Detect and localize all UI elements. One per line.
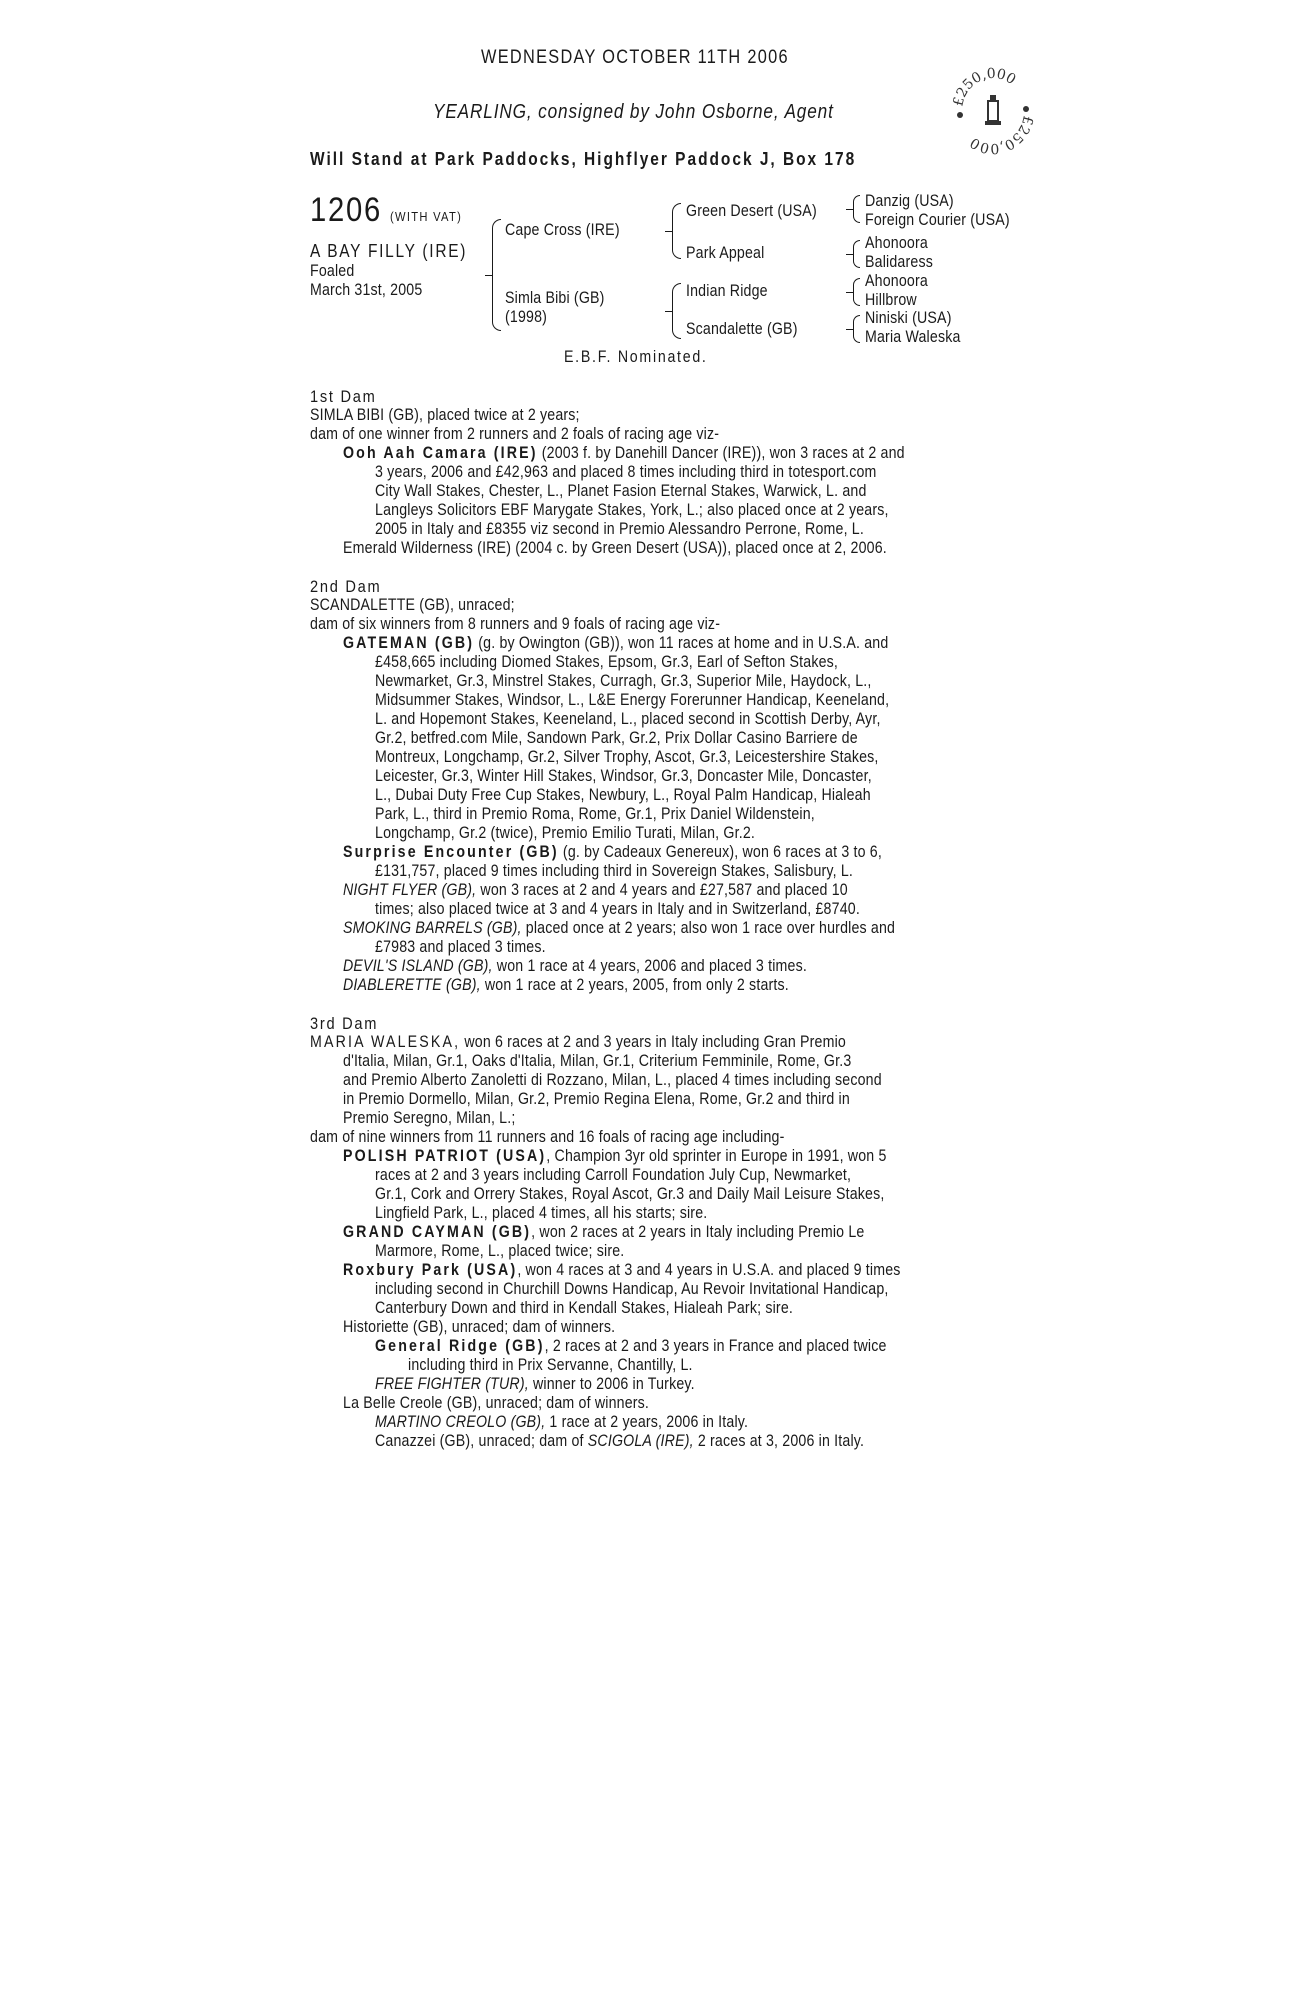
progeny-text-line: Leicester, Gr.3, Winter Hill Stakes, Windsor, Gr.3, Doncaster Mile, Doncaster, xyxy=(375,767,872,785)
progeny-text-line: Canterbury Down and third in Kendall Stakes, Hialeah Park; sire. xyxy=(375,1299,794,1317)
progeny-entry xyxy=(343,634,888,653)
progeny-text-line: races at 2 and 3 years including Carroll Foundation July Cup, Newmarket, xyxy=(375,1166,852,1184)
pedigree-g4: Balidaress xyxy=(865,253,933,271)
pedigree-brace-g2 xyxy=(853,240,860,268)
progeny-text-line: £7983 and placed 3 times. xyxy=(375,938,546,956)
horse-description: A BAY FILLY (IRE) xyxy=(310,241,468,261)
pedigree-brace-sire xyxy=(672,203,681,259)
third-dam-name: MARIA WALESKA, xyxy=(310,1033,461,1051)
pedigree-brace-main xyxy=(492,219,501,331)
progeny-entry: Historiette (GB), unraced; dam of winners. xyxy=(343,1318,616,1336)
progeny-name: GATEMAN (GB) xyxy=(343,634,475,652)
consignment-line: YEARLING, consigned by John Osborne, Agent xyxy=(433,101,834,123)
progeny-text-line: Gr.2, betfred.com Mile, Sandown Park, Gr.2, Prix Dollar Casino Barriere de xyxy=(375,729,858,747)
progeny-text-line: Midsummer Stakes, Windsor, L., L&E Energy Forerunner Handicap, Keeneland, xyxy=(375,691,890,709)
progeny-text: 2 races at 3, 2006 in Italy. xyxy=(693,1432,865,1450)
progeny-entry xyxy=(343,919,895,938)
grand-progeny-entry xyxy=(375,1375,695,1394)
foaled-label: Foaled xyxy=(310,262,355,280)
first-dam-line: SIMLA BIBI (GB), placed twice at 2 years; xyxy=(310,406,580,424)
progeny-text: placed once at 2 years; also won 1 race over hurdles and xyxy=(521,919,896,937)
progeny-text-line: Montreux, Longchamp, Gr.2, Silver Trophy, Ascot, Gr.3, Leicestershire Stakes, xyxy=(375,748,879,766)
progeny-text: , won 2 races at 2 years in Italy including Premio Le xyxy=(531,1223,865,1241)
progeny-name: DIABLERETTE (GB), xyxy=(343,976,481,994)
progeny-text-line: including second in Churchill Downs Handicap, Au Revoir Invitational Handicap, xyxy=(375,1280,889,1298)
pedigree-brace-g4 xyxy=(853,315,860,343)
pedigree-g2: Foreign Courier (USA) xyxy=(865,211,1010,229)
progeny-text-line: Marmore, Rome, L., placed twice; sire. xyxy=(375,1242,625,1260)
pedigree-g6: Hillbrow xyxy=(865,291,917,309)
progeny-name: DEVIL'S ISLAND (GB), xyxy=(343,957,493,975)
progeny-name: MARTINO CREOLO (GB), xyxy=(375,1413,546,1431)
third-dam-text-line: d'Italia, Milan, Gr.1, Oaks d'Italia, Milan, Gr.1, Criterium Femminile, Rome, Gr.3 xyxy=(343,1052,852,1070)
progeny-text: (2003 f. by Danehill Dancer (IRE)), won 3 races at 2 and xyxy=(537,444,905,462)
pedigree-brace-g3 xyxy=(853,278,860,306)
progeny-name: Surprise Encounter (GB) xyxy=(343,843,559,861)
progeny-text: Canazzei (GB), unraced; dam of xyxy=(375,1432,588,1450)
progeny-entry xyxy=(343,444,905,463)
progeny-name: POLISH PATRIOT (USA) xyxy=(343,1147,547,1165)
third-dam-text-line: in Premio Dormello, Milan, Gr.2, Premio Regina Elena, Rome, Gr.2 and third in xyxy=(343,1090,850,1108)
pedigree-g5: Ahonoora xyxy=(865,272,928,290)
progeny-entry xyxy=(343,1261,901,1280)
progeny-text-line: L., Dubai Duty Free Cup Stakes, Newbury, L., Royal Palm Handicap, Hialeah xyxy=(375,786,871,804)
progeny-entry xyxy=(343,976,789,995)
svg-text:£250,000 xyxy=(967,114,1034,156)
progeny-name: SMOKING BARRELS (GB), xyxy=(343,919,522,937)
progeny-entry xyxy=(343,843,882,862)
progeny-text-line: Langleys Solicitors EBF Marygate Stakes, York, L.; also placed once at 2 years, xyxy=(375,501,889,519)
progeny-name: Ooh Aah Camara (IRE) xyxy=(343,444,538,462)
pedigree-brace-g1 xyxy=(853,195,860,223)
progeny-text-line: Park, L., third in Premio Roma, Rome, Gr.1, Prix Daniel Wildenstein, xyxy=(375,805,815,823)
progeny-text-line: Newmarket, Gr.3, Minstrel Stakes, Curragh, Gr.3, Superior Mile, Haydock, L., xyxy=(375,672,872,690)
progeny-text-line: including third in Prix Servanne, Chantilly, L. xyxy=(408,1356,693,1374)
progeny-text-line: 3 years, 2006 and £42,963 and placed 8 times including third in totesport.com xyxy=(375,463,877,481)
progeny-name: Roxbury Park (USA) xyxy=(343,1261,518,1279)
lot-number: 1206 xyxy=(310,191,382,229)
progeny-text-line: £131,757, placed 9 times including third in Sovereign Stakes, Salisbury, L. xyxy=(375,862,854,880)
progeny-text: , Champion 3yr old sprinter in Europe in 1991, won 5 xyxy=(546,1147,887,1165)
pedigree-dam: Simla Bibi (GB) xyxy=(505,289,605,307)
ebf-nomination: E.B.F. Nominated. xyxy=(564,348,708,366)
pedigree-dam-year: (1998) xyxy=(505,308,548,326)
third-dam-heading: 3rd Dam xyxy=(310,1014,379,1033)
progeny-text: , 2 races at 2 and 3 years in France and placed twice xyxy=(544,1337,887,1355)
pedigree-g1: Danzig (USA) xyxy=(865,192,954,210)
third-dam-text-line: Premio Seregno, Milan, L.; xyxy=(343,1109,516,1127)
progeny-entry: Emerald Wilderness (IRE) (2004 c. by Green Desert (USA)), placed once at 2, 2006. xyxy=(343,539,887,557)
progeny-text: winner to 2006 in Turkey. xyxy=(528,1375,695,1393)
progeny-entry xyxy=(343,881,848,900)
pedigree-g3: Ahonoora xyxy=(865,234,928,252)
pedigree-dam-sire: Indian Ridge xyxy=(686,282,768,300)
progeny-text-line: £458,665 including Diomed Stakes, Epsom, Gr.3, Earl of Sefton Stakes, xyxy=(375,653,839,671)
progeny-name: FREE FIGHTER (TUR), xyxy=(375,1375,529,1393)
progeny-text-line: Longchamp, Gr.2 (twice), Premio Emilio Turati, Milan, Gr.2. xyxy=(375,824,756,842)
stamp-text-bottom: £250,000 xyxy=(967,114,1034,157)
grand-progeny-entry xyxy=(375,1413,748,1432)
progeny-entry xyxy=(343,957,807,976)
progeny-name: General Ridge (GB) xyxy=(375,1337,545,1355)
price-stamp-logo xyxy=(952,65,1034,157)
progeny-text: (g. by Cadeaux Genereux), won 6 races at 3 to 6, xyxy=(558,843,882,861)
progeny-entry xyxy=(343,1223,864,1242)
pedigree-g7: Niniski (USA) xyxy=(865,309,952,327)
progeny-name: NIGHT FLYER (GB), xyxy=(343,881,477,899)
stamp-text-top: £250,000 xyxy=(952,65,1019,108)
third-dam-text-line: and Premio Alberto Zanoletti di Rozzano, Milan, L., placed 4 times including second xyxy=(343,1071,882,1089)
vat-note: (WITH VAT) xyxy=(390,209,463,224)
progeny-entry xyxy=(343,1147,887,1166)
third-dam-text: won 6 races at 2 and 3 years in Italy including Gran Premio xyxy=(460,1033,846,1051)
progeny-text-line: L. and Hopemont Stakes, Keeneland, L., placed second in Scottish Derby, Ayr, xyxy=(375,710,881,728)
progeny-text-line: Gr.1, Cork and Orrery Stakes, Royal Ascot, Gr.3 and Daily Mail Leisure Stakes, xyxy=(375,1185,885,1203)
svg-text:£250,000 xyxy=(952,66,1019,108)
grand-progeny-entry xyxy=(375,1432,864,1451)
pedigree-sire-dam: Park Appeal xyxy=(686,244,765,262)
progeny-text: won 1 race at 4 years, 2006 and placed 3 times. xyxy=(492,957,807,975)
sale-date: WEDNESDAY OCTOBER 11TH 2006 xyxy=(481,47,789,68)
progeny-text: , won 4 races at 3 and 4 years in U.S.A. and placed 9 times xyxy=(517,1261,901,1279)
second-dam-line: dam of six winners from 8 runners and 9 foals of racing age viz- xyxy=(310,615,721,633)
second-dam-line: SCANDALETTE (GB), unraced; xyxy=(310,596,515,614)
progeny-text-line: Lingfield Park, L., placed 4 times, all his starts; sire. xyxy=(375,1204,708,1222)
second-dam-heading: 2nd Dam xyxy=(310,577,382,596)
pedigree-g8: Maria Waleska xyxy=(865,328,961,346)
progeny-text-line: 2005 in Italy and £8355 viz second in Premio Alessandro Perrone, Rome, L. xyxy=(375,520,864,538)
pedigree-brace-dam xyxy=(672,283,681,339)
progeny-name: GRAND CAYMAN (GB) xyxy=(343,1223,532,1241)
grand-progeny-entry xyxy=(375,1337,887,1356)
stand-location: Will Stand at Park Paddocks, Highflyer Paddock J, Box 178 xyxy=(310,149,857,169)
progeny-text: won 1 race at 2 years, 2005, from only 2 starts. xyxy=(480,976,789,994)
progeny-text-line: times; also placed twice at 3 and 4 years in Italy and in Switzerland, £8740. xyxy=(375,900,860,918)
first-dam-line: dam of one winner from 2 runners and 2 foals of racing age viz- xyxy=(310,425,720,443)
pedigree-dam-dam: Scandalette (GB) xyxy=(686,320,798,338)
third-dam-line xyxy=(310,1033,846,1052)
progeny-text: won 3 races at 2 and 4 years and £27,587 and placed 10 xyxy=(476,881,848,899)
third-dam-line: dam of nine winners from 11 runners and 16 foals of racing age including- xyxy=(310,1128,785,1146)
pedigree-sire-sire: Green Desert (USA) xyxy=(686,202,817,220)
progeny-text-line: City Wall Stakes, Chester, L., Planet Fasion Eternal Stakes, Warwick, L. and xyxy=(375,482,867,500)
progeny-text: (g. by Owington (GB)), won 11 races at home and in U.S.A. and xyxy=(474,634,889,652)
progeny-entry: La Belle Creole (GB), unraced; dam of winners. xyxy=(343,1394,650,1412)
pedigree-sire: Cape Cross (IRE) xyxy=(505,221,620,239)
progeny-name: SCIGOLA (IRE), xyxy=(587,1432,694,1450)
progeny-text: 1 race at 2 years, 2006 in Italy. xyxy=(545,1413,749,1431)
foaled-date: March 31st, 2005 xyxy=(310,281,423,299)
first-dam-heading: 1st Dam xyxy=(310,387,377,406)
